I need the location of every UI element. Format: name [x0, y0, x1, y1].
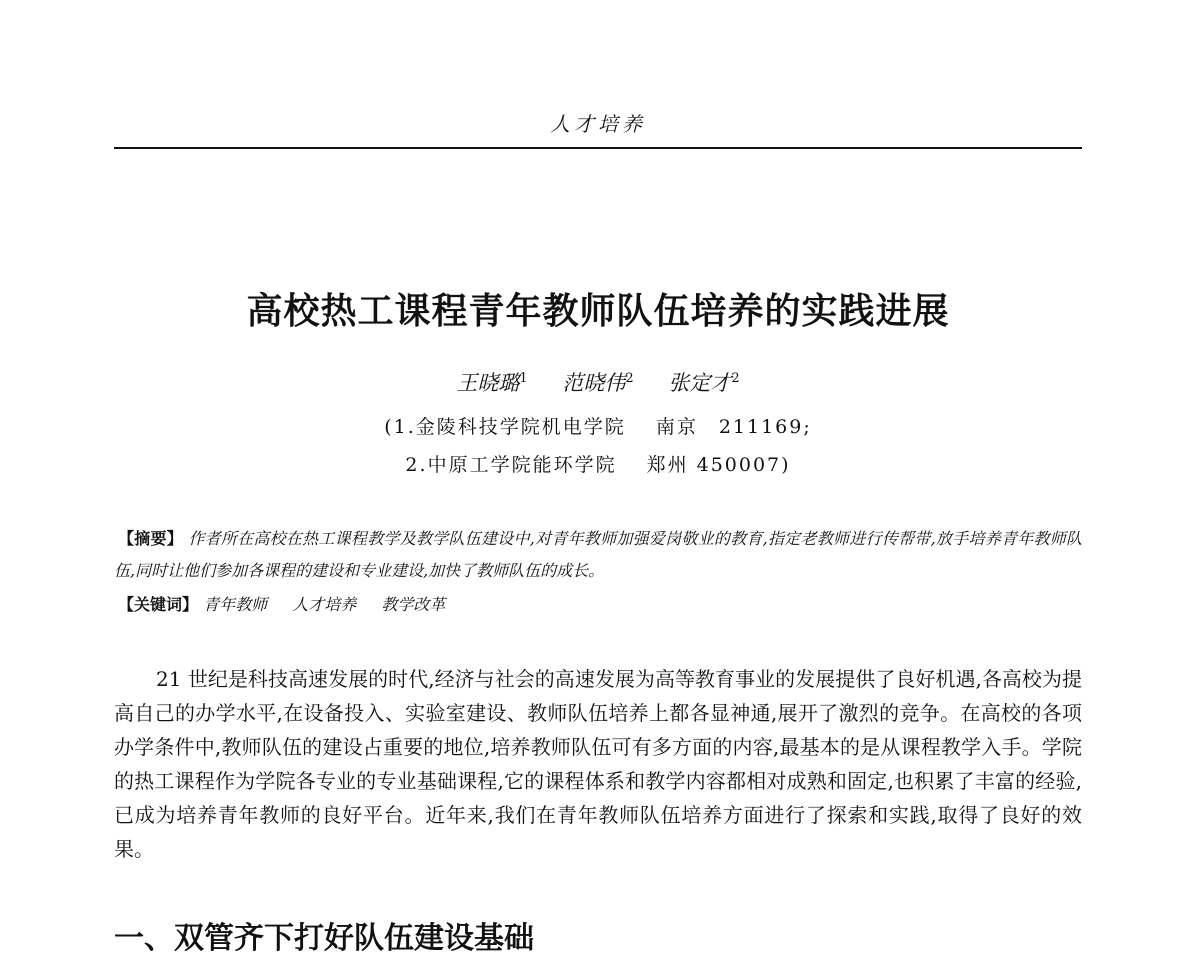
abstract-text: 作者所在高校在热工课程教学及教学队伍建设中,对青年教师加强爱岗敬业的教育,指定老教师进行传帮带,放手培养青年教师队伍,同时让他们参加各课程的建设和专业建设,加快了教师队伍的成长。 — [114, 529, 1082, 580]
author-name: 王晓璐 — [456, 371, 520, 395]
affiliation-2 — [114, 450, 1082, 477]
author-affil-mark: 1 — [519, 371, 528, 386]
keywords-label: 【关键词】 — [118, 595, 199, 614]
affiliation-city-code: 南京 211169; — [655, 416, 812, 438]
affiliation-1 — [114, 412, 1082, 439]
author-affil-mark: 2 — [731, 371, 740, 386]
affiliation-prefix: (1. — [384, 416, 416, 438]
section-heading: 一、双管齐下打好队伍建设基础 — [114, 921, 534, 956]
abstract — [114, 523, 1082, 587]
header-rule — [114, 147, 1082, 149]
keyword-item: 教学改革 — [381, 595, 446, 614]
author-3 — [668, 371, 739, 395]
abstract-label: 【摘要】 — [118, 529, 184, 548]
keyword-item: 人才培养 — [292, 595, 357, 614]
author-affil-mark: 2 — [625, 371, 634, 386]
affiliation-city-code: 郑州 450007) — [646, 454, 791, 476]
author-name: 张定才 — [668, 371, 732, 395]
keywords — [118, 592, 1082, 615]
affiliation-institution: 金陵科技学院机电学院 — [415, 416, 626, 438]
author-list — [114, 367, 1082, 397]
body-paragraph: 21 世纪是科技高速发展的时代,经济与社会的高速发展为高等教育事业的发展提供了良好机遇,各高校为提高自己的办学水平,在设备投入、实验室建设、教师队伍培养上都各显神通,展开了激烈的竞争。在高校的各项办学条件中,教师队伍的建设占重要的地位,培养教师队伍可有多方面的内容,最基本的是从课程教学入手。学院的热工课程作为学院各专业的专业基础课程,它的课程体系和教学内容都相对成熟和固定,也积累了丰富的经验,已成为培养青年教师的良好平台。近年来,我们在青年教师队伍培养方面进行了探索和实践,取得了良好的效果。 — [114, 667, 1082, 861]
author-1 — [456, 371, 527, 395]
affiliation-prefix: 2. — [405, 454, 428, 476]
paper-title: 高校热工课程青年教师队伍培养的实践进展 — [246, 291, 950, 332]
author-name: 范晓伟 — [562, 371, 626, 395]
author-2 — [562, 371, 633, 395]
affiliation-institution: 中原工学院能环学院 — [427, 454, 617, 476]
running-head: 人才培养 — [550, 112, 646, 136]
keyword-item: 青年教师 — [203, 595, 268, 614]
